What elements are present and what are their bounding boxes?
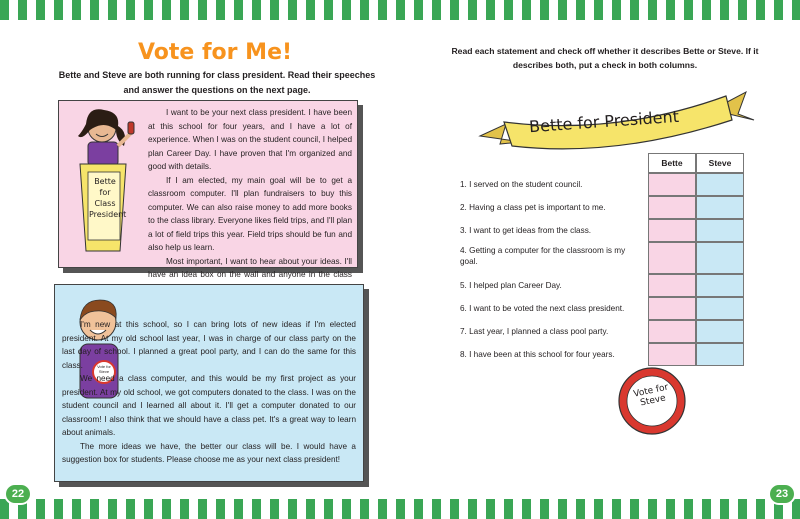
bette-check-cell[interactable] [648,274,696,297]
steve-paragraph: I'm new at this school, so I can bring lots of new ideas if I'm elected president. At my old school last year, I was in charge of our class party on the last day of school. I planned a great pool party, and I can do the same for this class. [62,320,356,370]
steve-check-cell[interactable] [696,297,744,320]
steve-check-cell[interactable] [696,242,744,274]
bette-check-cell[interactable] [648,242,696,274]
bette-check-cell[interactable] [648,320,696,343]
steve-paragraph: We need a class computer, and this would be my first project as your president. At my old school, we got computers donated to the class. I was on the student council and I learned all about it. I'll get a computer donated to our classroom! I also think that we should have a class pet. It's a great way to learn about animals. [62,374,356,437]
statement-label: 8. I have been at this school for four years. [460,350,615,359]
statement-label: 5. I helped plan Career Day. [460,281,562,290]
page-title: Vote for Me! [137,40,293,65]
bette-check-cell[interactable] [648,196,696,219]
statement-label: 3. I want to get ideas from the class. [460,226,592,235]
statement-label: 6. I want to be voted the next class president. [460,304,625,313]
steve-check-cell[interactable] [696,173,744,196]
bette-speech-text [148,106,352,309]
page-number-left: 22 [4,483,32,505]
banner-text: Bette for President [528,106,680,137]
statement-label: 1. I served on the student council. [460,180,583,189]
steve-check-cell[interactable] [696,219,744,242]
bette-paragraph: I want to be your next class president. I have been at this school for four years, and I have a lot of experience. When I was on the student council, I helped plan Career Day. I have proven that I'm organized and good with details. [148,108,352,171]
steve-check-cell[interactable] [696,343,744,366]
instructions-text: Read each statement and check off whether it describes Bette or Steve. If it describes both, put a check in both columns. [451,46,759,70]
bette-paragraph: If I am elected, my main goal will be to get a classroom computer. I'll plan fundraisers to buy this computer. We can also raise money to add more books to the class library. Everyone likes field trips, and I'll plan a lot of field trips this year. Field trips should be fun and also help us learn. [148,175,352,252]
bette-check-cell[interactable] [648,343,696,366]
bette-check-cell[interactable] [648,297,696,320]
bette-check-cell[interactable] [648,219,696,242]
column-header-bette: Bette [648,153,696,173]
top-stripe-border [0,0,800,20]
statement-label: 7. Last year, I planned a class pool party. [460,327,609,336]
column-header-steve: Steve [696,153,744,173]
badge-text: Vote for Steve [632,382,670,409]
statement-label: 2. Having a class pet is important to me. [460,203,606,212]
bottom-stripe-border [0,499,800,519]
steve-check-cell[interactable] [696,196,744,219]
steve-button-text: Vote for Steve [97,364,111,374]
steve-paragraph: The more ideas we have, the better our class will be. I would have a suggestion box for students. Please choose me as your next class president! [62,441,356,464]
intro-text: Bette and Steve are both running for class president. Read their speeches and answer the questions on the next page. [58,70,376,95]
bette-sign-text: Bette for Class President [89,177,127,219]
bette-check-cell[interactable] [648,173,696,196]
steve-check-cell[interactable] [696,320,744,343]
bette-paragraph: Most important, I want to hear about your ideas. I'll have an idea box on the wall and anyone in the class [148,256,352,279]
steve-speech-text [62,318,356,467]
page-number-right: 23 [768,483,796,505]
steve-check-cell[interactable] [696,274,744,297]
statement-label: 4. Getting a computer for the classroom is my goal. [460,246,626,266]
